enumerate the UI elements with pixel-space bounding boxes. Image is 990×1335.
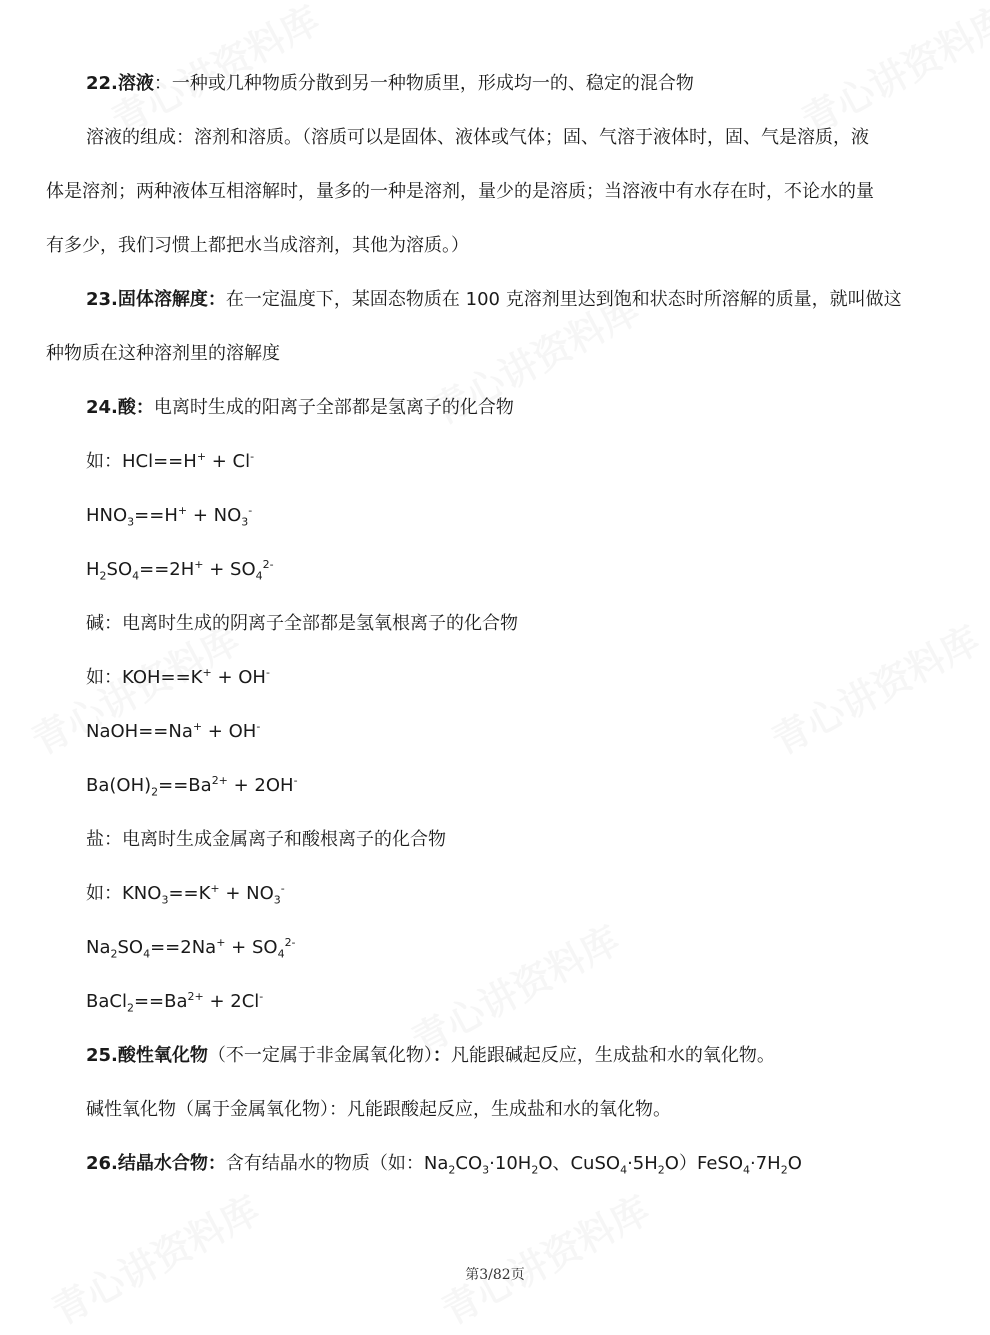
page-number: 第3/82页: [465, 1267, 525, 1283]
basic-oxide-definition: 碱性氧化物（属于金属氧化物）：凡能跟酸起反应，生成盐和水的氧化物。: [86, 1099, 671, 1120]
definition-24: [0, 394, 990, 422]
equation-bacl2: $BaCl_2==Ba^{2+} + 2Cl^-$: [86, 990, 264, 1015]
definition-text: ：一种或几种物质分散到另一种物质里，形成均一的、稳定的混合物: [153, 73, 694, 94]
base-definition: 碱：电离时生成的阴离子全部都是氢氧根离子的化合物: [86, 613, 518, 634]
definition-22: [0, 70, 990, 98]
equation-baoh2: $Ba(OH)_2==Ba^{2+} + 2OH^-$: [86, 774, 298, 799]
section-number: 23.: [86, 289, 118, 310]
section-number: 22.: [86, 73, 118, 94]
section-number: 26.: [86, 1153, 118, 1174]
watermark: [430, 1180, 657, 1335]
equation-na2so4: $Na_2SO_4==2Na^+ + SO_4^{2-}$: [86, 936, 296, 961]
equation-kno3: 如：$KNO_3==K^+ + NO_3^-$: [86, 882, 285, 907]
definition-25: [0, 1042, 990, 1070]
composition-line: 体是溶剂；两种液体互相溶解时，量多的一种是溶剂，量少的是溶质；当溶液中有水存在时，不论水的量: [46, 181, 874, 202]
watermark: [40, 1180, 267, 1335]
term: 结晶水合物: [117, 1153, 208, 1174]
definition-text: 电离时生成的阳离子全部都是氢离子的化合物: [153, 397, 514, 418]
term: 固体溶解度: [117, 289, 208, 310]
definition-text: 在一定温度下，某固态物质在 100 克溶剂里达到饱和状态时所溶解的质量，就叫做这: [225, 289, 902, 310]
composition-line: 有多少，我们习惯上都把水当成溶剂，其他为溶质。）: [46, 235, 469, 256]
colon: ：: [135, 397, 154, 418]
term: 酸: [117, 397, 136, 418]
term: 溶液: [117, 73, 154, 94]
equation-naoh: NaOH==Na+ + OH-: [86, 720, 261, 742]
colon: ：: [432, 1045, 451, 1066]
section-number: 25.: [86, 1045, 118, 1066]
equation-koh: 如：KOH==K+ + OH-: [86, 666, 270, 688]
definition-text: 种物质在这种溶剂里的溶解度: [46, 343, 280, 364]
definition-26: 26.结晶水合物：含有结晶水的物质（如：$Na_2CO_3\cdot 10H_2O$、$CuSO_4\cdot 5H_2O)FeSO_4\cdot 7H_2O$: [86, 1153, 802, 1177]
equation-h2so4: $H_2SO_4==2H^+ + SO_4^{2-}$: [86, 558, 274, 583]
parenthetical: （不一定属于非金属氧化物）: [207, 1045, 433, 1066]
definition-text: 凡能跟碱起反应，生成盐和水的氧化物。: [450, 1045, 775, 1066]
composition-line: 溶液的组成：溶剂和溶质。（溶质可以是固体、液体或气体；固、气溶于液体时，固、气是溶质，液: [86, 127, 869, 148]
equation-hcl: 如：HCl==H+ + Cl-: [86, 450, 255, 472]
term: 酸性氧化物: [117, 1045, 208, 1066]
definition-text: 含有结晶水的物质（如：: [225, 1153, 424, 1174]
definition-23: [0, 286, 990, 314]
salt-definition: 盐：电离时生成金属离子和酸根离子的化合物: [86, 829, 446, 850]
colon: ：: [207, 1153, 226, 1174]
equation-hno3: $HNO_3==H^+ + NO_3^-$: [86, 504, 253, 529]
colon: ：: [207, 289, 226, 310]
section-number: 24.: [86, 397, 118, 418]
